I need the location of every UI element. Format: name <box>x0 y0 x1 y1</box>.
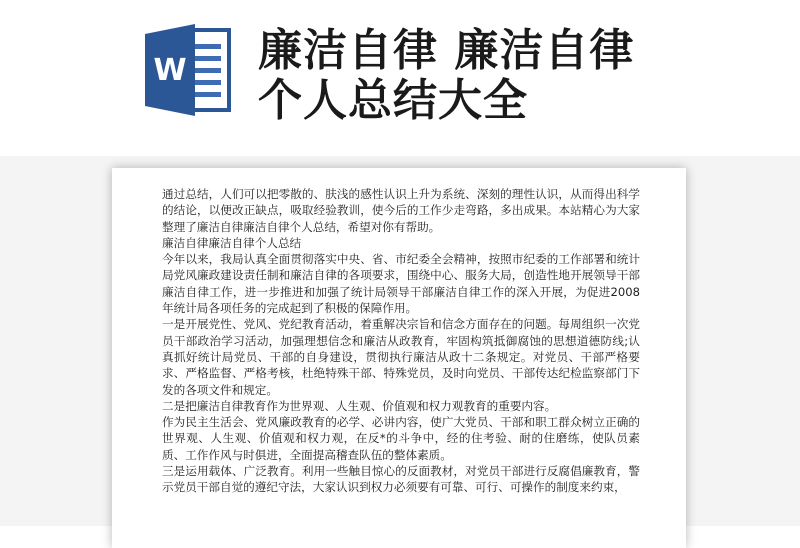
paragraph-heading: 廉洁自律廉洁自律个人总结 <box>162 235 302 250</box>
document-content <box>162 186 640 496</box>
paragraph-intro: 通过总结，人们可以把零散的、肤浅的感性认识上升为系统、深刻的理性认识，从而得出科学的结论，以便改正缺点，吸取经验教训，使今后的工作少走弯路，多出成果。本站精心为大家整理了廉洁自律廉洁自律个人总结，希望对你有帮助。 <box>162 187 640 234</box>
paragraph-2: 一是开展党性、党风、党纪教育活动，着重解决宗旨和信念方面存在的问题。每周组织一次党员干部政治学习活动，加强理想信念和廉洁从政教育，牢固构筑抵御腐蚀的思想道德防线;认真抓好统计局党员、干部的自身建设，贯彻执行廉洁从政十二条规定。对党员、干部严格要求、严格监督、严格考核，杜绝特殊干部、特殊党员，及时向党员、干部传达纪检监察部门下发的各项文件和规定。 <box>162 317 640 397</box>
word-letter: W <box>153 53 187 88</box>
page-header <box>0 0 800 160</box>
page-title <box>258 26 688 126</box>
paragraph-1: 今年以来，我局认真全面贯彻落实中央、省、市纪委全会精神，按照市纪委的工作部署和统计局党风廉政建设责任制和廉洁自律的各项要求，围绕中心、服务大局，创造性地开展领导干部廉洁自律工作，进一步推进和加强了统计局领导干部廉洁自律工作的深入开展，为促进2008 年统计局各项任务的完成起到了积极的保障作用。 <box>162 252 640 316</box>
paragraph-3: 二是把廉洁自律教育作为世界观、人生观、价值观和权力观教育的重要内容。 <box>162 398 557 413</box>
title-line-2: 个人总结大全 <box>258 75 528 126</box>
word-icon <box>143 20 233 120</box>
paragraph-4: 作为民主生活会、党风廉政教育的必学、必讲内容，使广大党员、干部和职工群众树立正确的世界观、人生观、价值观和权力观，在反*的斗争中，经的住考验、耐的住磨练，使队员素质、工作作风与时俱进，全面提高稽查队伍的整体素质。 <box>162 415 640 462</box>
title-line-1: 廉洁自律 廉洁自律 <box>258 25 635 76</box>
paragraph-5: 三是运用载体、广泛教育。利用一些触目惊心的反面教材，对党员干部进行反腐倡廉教育，警示党员干部自觉的遵纪守法，大家认识到权力必须要有可靠、可行、可操作的制度来约束， <box>162 464 640 495</box>
document-page <box>112 168 686 548</box>
